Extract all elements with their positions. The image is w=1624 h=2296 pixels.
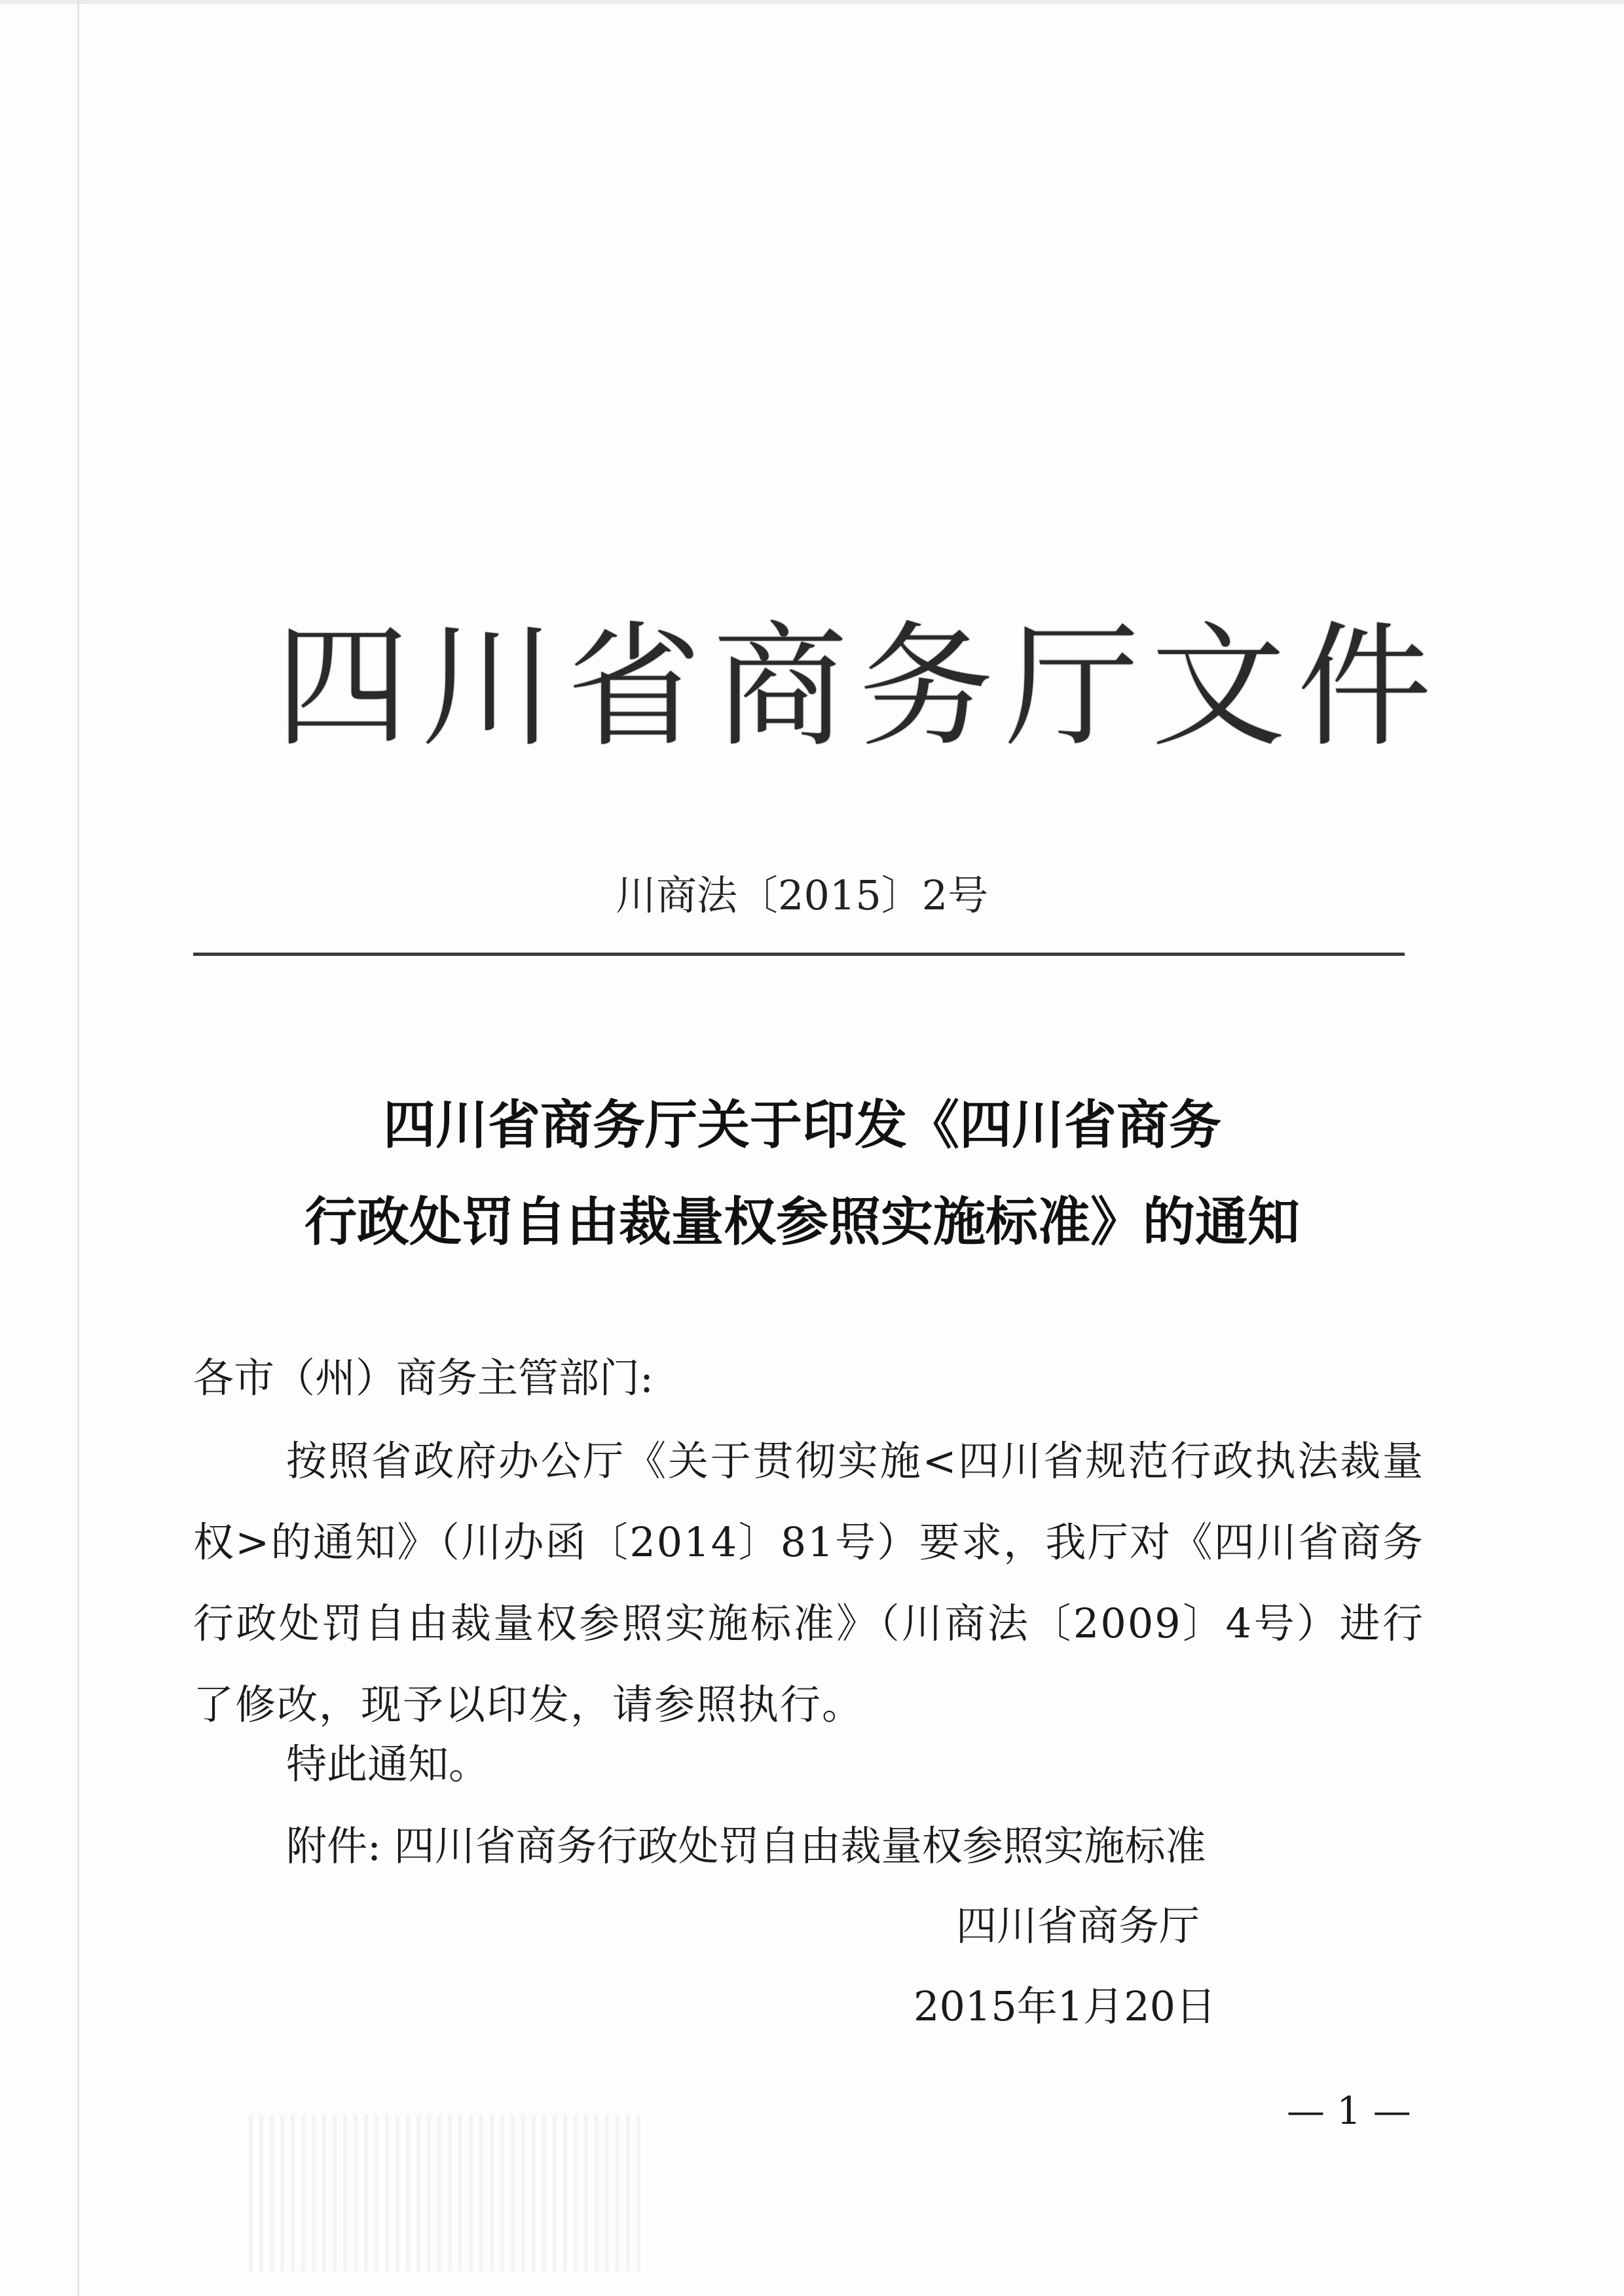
signature-date: 2015年1月20日 [913, 1982, 1217, 2030]
attachment-note: 附件: 四川省商务行政处罚自由裁量权参照实施标准 [286, 1822, 1206, 1870]
scan-artifact [249, 2115, 642, 2272]
page-number: — 1 — [1287, 2088, 1411, 2133]
title-line-1: 四川省商务厅关于印发《四川省商务 [383, 1095, 1221, 1156]
scan-left-edge [77, 0, 79, 2296]
header-separator-line [193, 953, 1405, 956]
body-paragraph: 按照省政府办公厅《关于贯彻实施<四川省规范行政执法裁量权>的通知》（川办函〔2014〕81号）要求，我厅对《四川省商务行政处罚自由裁量权参照实施标准》（川商法〔2009〕4号）进行了修改，现予以印发，请参照执行。 [193, 1437, 1424, 1728]
scan-top-edge [0, 0, 1624, 4]
closing-phrase: 特此通知。 [286, 1740, 490, 1788]
issuer-banner: 四川省商务厅文件 [275, 610, 1443, 765]
title-line-2: 行政处罚自由裁量权参照实施标准》的通知 [304, 1192, 1300, 1252]
document-title [216, 1077, 1388, 1271]
salutation: 各市（州）商务主管部门: [193, 1354, 654, 1402]
document-number: 川商法〔2015〕2号 [616, 871, 989, 919]
signature-issuer: 四川省商务厅 [956, 1902, 1200, 1950]
